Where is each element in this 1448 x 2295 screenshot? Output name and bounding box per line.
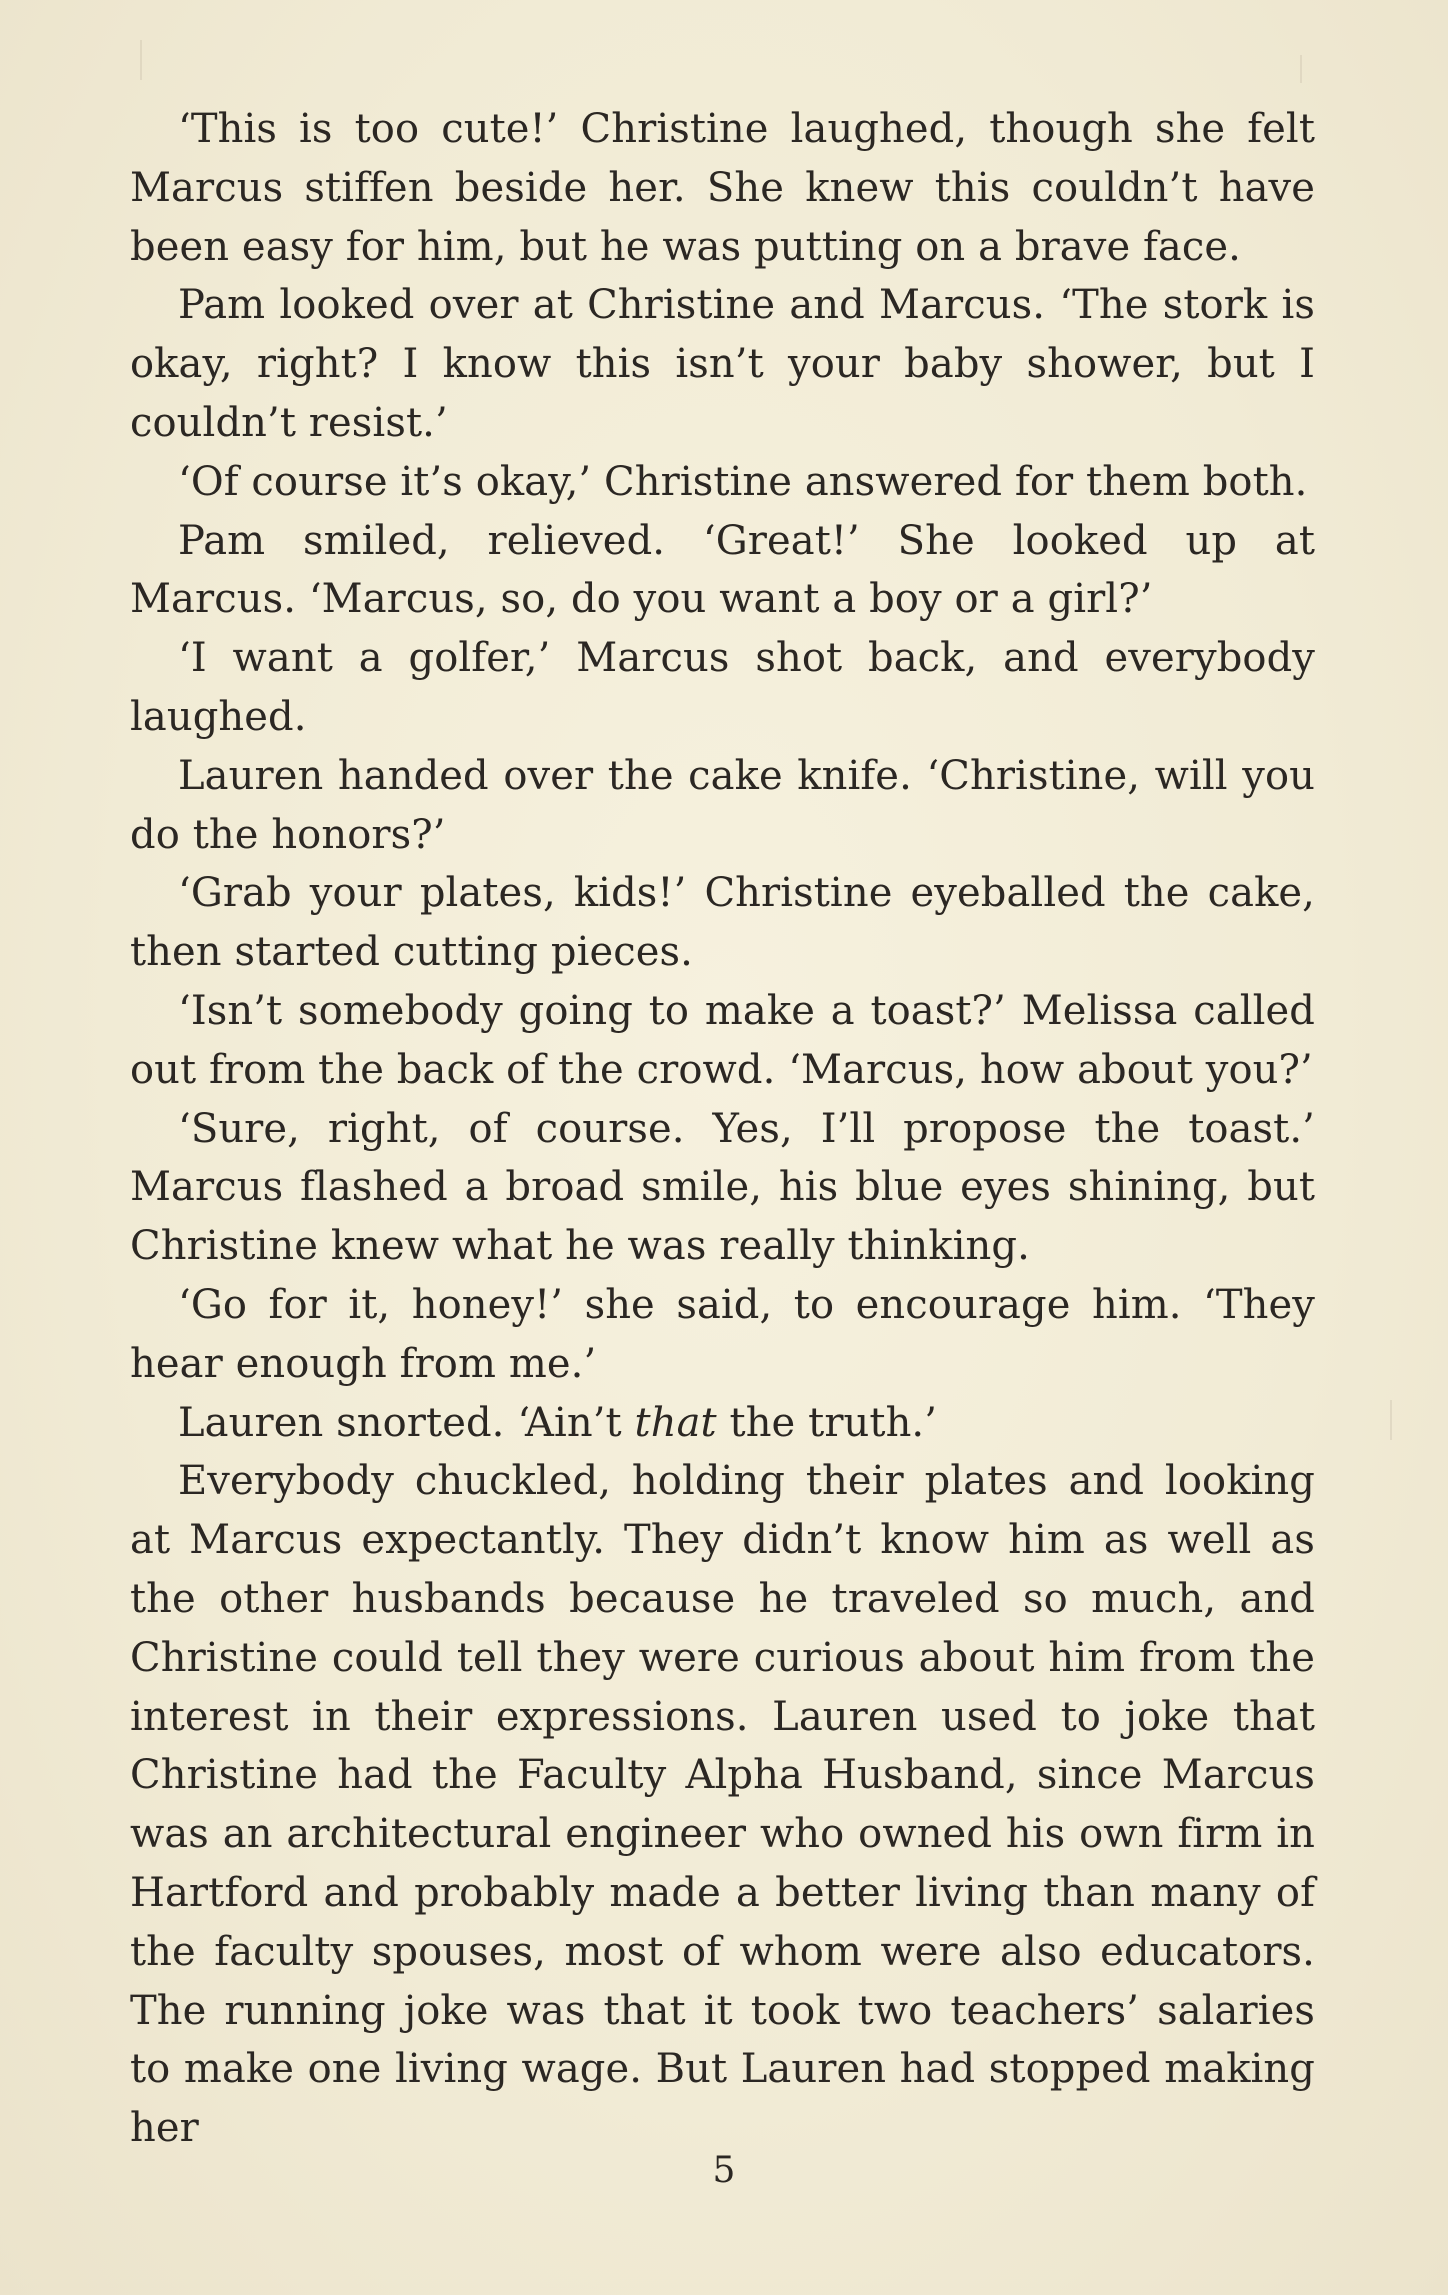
paragraph: [130, 1276, 1315, 1394]
page-crease-mark: [1390, 1400, 1392, 1440]
text-run: ‘Of course it’s okay,’ Christine answered for them both.: [178, 458, 1308, 505]
text-run: ‘Grab your plates, kids!’ Christine eyeballed the cake, then started cutting pieces.: [130, 870, 1315, 976]
paragraph: [130, 1100, 1315, 1276]
page-crease-mark: [140, 40, 142, 80]
paragraph: [130, 629, 1315, 747]
paragraph: [130, 1452, 1315, 2158]
text-run: ‘Sure, right, of course. Yes, I’ll propose the toast.’ Marcus flashed a broad smile, his blue eyes shining, but Christine knew what he was really thinking.: [130, 1105, 1315, 1270]
page-number: 5: [712, 2150, 736, 2191]
paragraph: [130, 276, 1315, 452]
body-text: [130, 100, 1315, 2158]
text-run: Pam looked over at Christine and Marcus. ‘The stork is okay, right? I know this isn’t your baby shower, but I couldn’t resist.’: [130, 282, 1315, 446]
paragraph: [130, 1394, 1315, 1453]
paragraph: [130, 982, 1315, 1100]
text-run: Everybody chuckled, holding their plates and looking at Marcus expectantly. They didn’t know him as well as the other husbands because he traveled so much, and Christine could tell they were curious about him from the interest in their expressions. Lauren used to joke that Christine had the Faculty Alpha Husband, since Marcus was an architectural engineer who owned his own firm in Hartford and probably made a better living than many of the faculty spouses, most of whom were also educators. The running joke was that it took two teachers’ salaries to make one living wage. But Lauren had stopped making her: [130, 1458, 1315, 2152]
paragraph: [130, 453, 1315, 512]
paragraph: [130, 512, 1315, 630]
text-run: ‘This is too cute!’ Christine laughed, though she felt Marcus stiffen beside her. She knew this couldn’t have been easy for him, but he was putting on a brave face.: [130, 106, 1315, 270]
text-run: the truth.’: [716, 1399, 938, 1446]
text-run: ‘I want a golfer,’ Marcus shot back, and everybody laughed.: [130, 635, 1315, 740]
text-run: Lauren snorted. ‘Ain’t: [178, 1399, 635, 1446]
italic-text: that: [634, 1399, 717, 1446]
paragraph: [130, 864, 1315, 982]
paragraph: [130, 100, 1315, 276]
text-run: ‘Go for it, honey!’ she said, to encourage him. ‘They hear enough from me.’: [130, 1281, 1315, 1387]
paragraph: [130, 747, 1315, 865]
text-run: Lauren handed over the cake knife. ‘Christine, will you do the honors?’: [130, 752, 1315, 858]
page-crease-mark: [1300, 55, 1302, 83]
text-run: Pam smiled, relieved. ‘Great!’ She looked up at Marcus. ‘Marcus, so, do you want a boy or a girl?’: [130, 517, 1315, 623]
text-run: ‘Isn’t somebody going to make a toast?’ Melissa called out from the back of the crowd. ‘Marcus, how about you?’: [130, 987, 1315, 1093]
